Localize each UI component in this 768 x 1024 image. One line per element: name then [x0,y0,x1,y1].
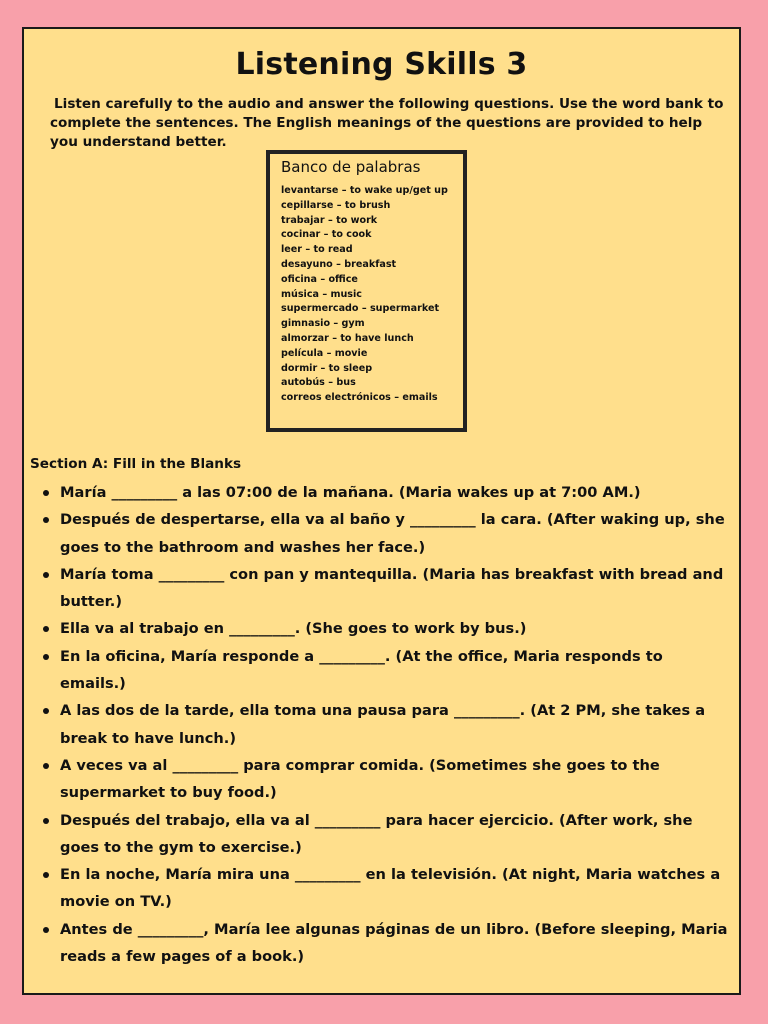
question-item [28,479,728,506]
word-bank-item: oficina – office [281,273,358,285]
word-bank-item: almorzar – to have lunch [281,332,414,344]
question-text: Después del trabajo, ella va al _________ para hacer ejercicio. (After work, she goes to the gym to exercise.) [60,811,693,856]
bullet-icon [43,872,49,878]
word-bank-item: cepillarse – to brush [281,199,391,211]
bullet-icon [43,818,49,824]
page-title: Listening Skills 3 [235,47,528,82]
bullet-icon [43,572,49,578]
word-bank-item: película – movie [281,347,368,359]
question-item [28,506,728,561]
question-text: Después de despertarse, ella va al baño y _________ la cara. (After waking up, she goes to the bathroom and washes her face.) [60,511,725,556]
question-text: A veces va al _________ para comprar comida. (Sometimes she goes to the supermarket to buy food.) [60,756,660,802]
question-item [28,561,728,616]
bullet-icon [43,490,49,496]
word-bank-item: trabajar – to work [281,214,378,226]
word-bank-title: Banco de palabras [281,158,421,176]
bullet-icon [43,708,49,714]
question-item [28,752,728,807]
word-bank-item: dormir – to sleep [281,362,373,374]
word-bank-item: autobús – bus [281,377,356,389]
question-item [28,615,728,642]
question-item [28,861,728,916]
question-text: María toma _________ con pan y mantequilla. (Maria has breakfast with bread and butter.) [60,565,724,611]
section-a-heading: Section A: Fill in the Blanks [30,456,242,472]
question-text: A las dos de la tarde, ella toma una pausa para _________. (At 2 PM, she takes a break to have lunch.) [60,702,706,747]
word-bank-item: gimnasio – gym [281,318,365,330]
question-item [28,807,728,862]
question-text: Ella va al trabajo en _________. (She goes to work by bus.) [60,620,527,638]
bullet-icon [43,517,49,523]
question-item [28,916,728,971]
instructions-text: Listen carefully to the audio and answer the following questions. Use the word bank to complete the sentences. The English meanings of the questions are provided to help you understand better. [50,96,724,150]
question-item [28,643,728,698]
question-list [28,479,728,970]
question-text: María _________ a las 07:00 de la mañana. (Maria wakes up at 7:00 AM.) [60,484,641,501]
word-bank-item: supermercado – supermarket [281,303,440,315]
word-bank-item: desayuno – breakfast [281,258,397,270]
word-bank-item: correos electrónicos – emails [281,392,438,404]
bullet-icon [43,626,49,632]
word-bank-item: leer – to read [281,244,353,256]
bullet-icon [43,654,49,660]
word-bank-item: cocinar – to cook [281,229,372,241]
word-bank-item: música – music [281,288,362,300]
question-text: En la noche, María mira una _________ en la televisión. (At night, Maria watches a movie on TV.) [60,866,721,911]
question-text: En la oficina, María responde a _________. (At the office, Maria responds to emails.) [60,647,663,693]
bullet-icon [43,763,49,769]
question-text: Antes de _________, María lee algunas páginas de un libro. (Before sleeping, Maria reads a few pages of a book.) [60,920,728,966]
word-bank-box [266,150,467,432]
word-bank-item: levantarse – to wake up/get up [281,185,448,196]
word-bank-list [281,184,453,406]
question-item [28,697,728,752]
bullet-icon [43,927,49,933]
worksheet-page [22,27,741,995]
